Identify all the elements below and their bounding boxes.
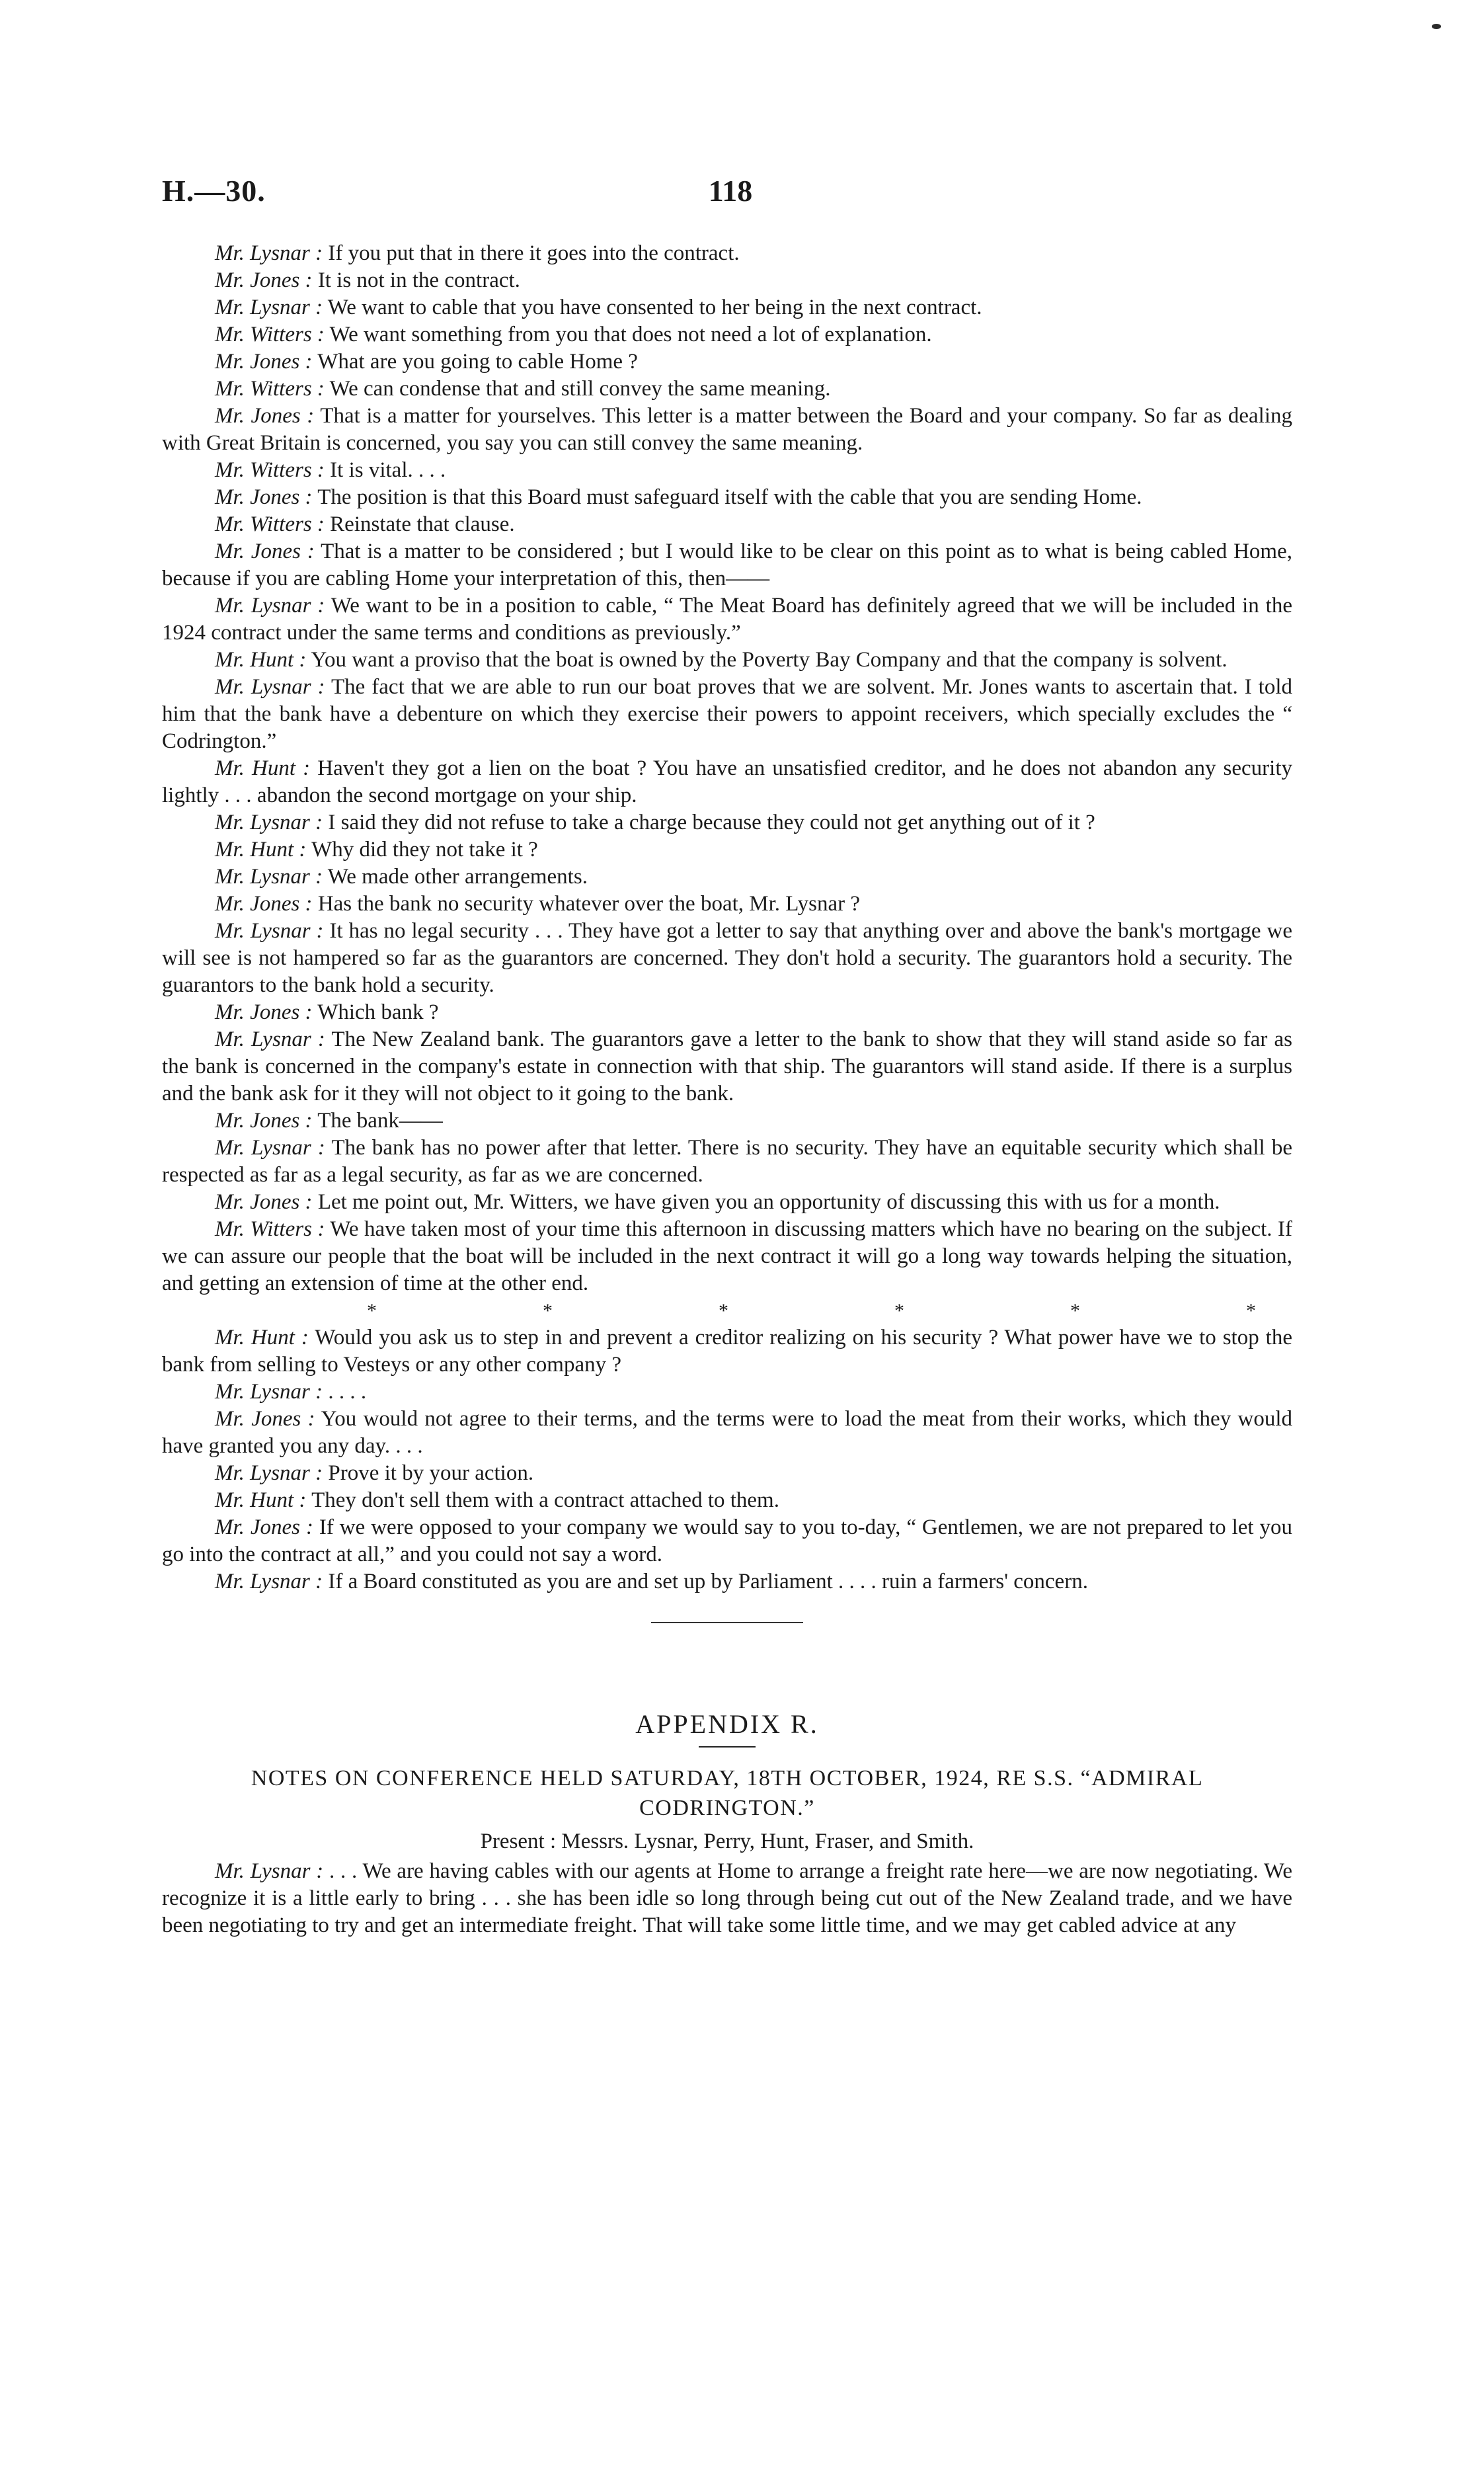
speaker-name: Mr. Witters : xyxy=(215,1217,325,1241)
present-label: Present : xyxy=(480,1829,557,1853)
appendix-title: APPENDIX R. xyxy=(635,1709,819,1739)
asterisk: * xyxy=(894,1300,904,1322)
speech-text: Let me point out, Mr. Witters, we have given you an opportunity of discussing this with us for a month. xyxy=(317,1190,1220,1214)
speech-text: The New Zealand bank. The guarantors gave a letter to the bank to show that they will stand aside so far as the bank is concerned in the company's estate in connection with that ship. The guarantors will stand aside. If there is a surplus and the bank ask for it they will not object to it going to the bank. xyxy=(162,1027,1293,1105)
transcript-paragraph xyxy=(162,836,1292,864)
speech-text: If a Board constituted as you are and set up by Parliament . . . . ruin a farmers' concern. xyxy=(328,1570,1088,1593)
transcript-paragraph xyxy=(162,1568,1292,1595)
speaker-name: Mr. Lysnar : xyxy=(215,1461,323,1485)
page-number: 118 xyxy=(708,174,753,208)
transcript-paragraph xyxy=(162,240,1292,267)
speaker-name: Mr. Witters : xyxy=(215,377,325,401)
present-names: Messrs. Lysnar, Perry, Hunt, Fraser, and Smith. xyxy=(561,1829,974,1853)
speaker-name: Mr. Lysnar : xyxy=(215,241,323,265)
transcript-paragraph xyxy=(162,1406,1292,1460)
speaker-name: Mr. Jones : xyxy=(215,540,315,563)
speech-text: If you put that in there it goes into the contract. xyxy=(328,241,740,265)
speech-text: The fact that we are able to run our boat proves that we are solvent. Mr. Jones wants to ascertain that. I told him that the bank have a debenture on which they exercise their powers to appoint receivers, which specially excludes the “ Codrington.” xyxy=(162,675,1293,753)
transcript-paragraph xyxy=(162,348,1292,376)
speaker-name: Mr. Hunt : xyxy=(215,756,311,780)
transcript-paragraph xyxy=(162,1189,1292,1216)
speaker-name: Mr. Jones : xyxy=(215,268,313,292)
speech-text: I said they did not refuse to take a charge because they could not get anything out of it ? xyxy=(328,811,1095,834)
speech-text: It is vital. . . . xyxy=(330,458,446,482)
speaker-name: Mr. Hunt : xyxy=(215,1488,307,1512)
speech-text: We want something from you that does not need a lot of explanation. xyxy=(329,323,932,346)
notes-heading-line: CODRINGTON.” xyxy=(639,1796,815,1820)
transcript-paragraph xyxy=(162,674,1292,755)
transcript-paragraph xyxy=(162,1107,1292,1135)
speaker-name: Mr. Jones : xyxy=(215,1109,313,1133)
speaker-name: Mr. Lysnar : xyxy=(215,296,323,319)
speech-text: Which bank ? xyxy=(317,1000,439,1024)
speaker-name: Mr. Lysnar : xyxy=(215,865,323,889)
speech-text: . . . We are having cables with our agents at Home to arrange a freight rate here—we are now negotiating. We recognize it is a little early to bring . . . she has been idle so long through being cut out of the New Zealand trade, and we have been negotiating to try and get an intermediate freight. That will take some little time, and we may get cabled advice at any xyxy=(162,1859,1292,1937)
speech-text: Haven't they got a lien on the boat ? You have an unsatisfied creditor, and he does not abandon any security lightly . . . abandon the second mortgage on your ship. xyxy=(162,756,1293,807)
speech-text: It has no legal security . . . They have got a letter to say that anything over and above the bank's mortgage we will see is not hampered so far as the guarantors are concerned. They don't hold a security. The guarantors hold a security. The guarantors to the bank hold a security. xyxy=(162,919,1292,997)
speech-text: You want a proviso that the boat is owned by the Poverty Bay Company and that the company is solvent. xyxy=(311,648,1228,672)
speaker-name: Mr. Lysnar : xyxy=(215,1570,323,1593)
speaker-name: Mr. Jones : xyxy=(215,485,313,509)
speech-text: Would you ask us to step in and prevent a creditor realizing on his security ? What power have we to stop the bank from selling to Vesteys or any other company ? xyxy=(162,1326,1293,1377)
speech-text: The bank—— xyxy=(317,1109,443,1133)
appendix-transcript xyxy=(162,1858,1292,1939)
speech-text: We want to cable that you have consented to her being in the next contract. xyxy=(327,296,982,319)
speaker-name: Mr. Lysnar : xyxy=(215,811,323,834)
speech-text: The bank has no power after that letter. There is no security. They have an equitable security which shall be respected as far as a legal security, as far as we are concerned. xyxy=(162,1136,1293,1187)
speaker-name: Mr. Jones : xyxy=(215,1000,313,1024)
speech-text: We can condense that and still convey the same meaning. xyxy=(329,377,831,401)
transcript-paragraph xyxy=(162,376,1292,403)
transcript-paragraph xyxy=(162,1379,1292,1406)
speaker-name: Mr. Lysnar : xyxy=(215,594,325,618)
transcript-paragraph xyxy=(162,918,1292,999)
speech-text: The position is that this Board must safeguard itself with the cable that you are sending Home. xyxy=(317,485,1142,509)
attendance-line xyxy=(162,1828,1292,1855)
transcript-paragraph xyxy=(162,267,1292,294)
speaker-name: Mr. Hunt : xyxy=(215,648,307,672)
transcript-paragraph xyxy=(162,538,1292,592)
speaker-name: Mr. Jones : xyxy=(215,1515,313,1539)
speaker-name: Mr. Lysnar : xyxy=(215,1380,323,1404)
transcript-paragraph xyxy=(162,1460,1292,1487)
transcript-paragraph xyxy=(162,1216,1292,1297)
speaker-name: Mr. Witters : xyxy=(215,458,325,482)
asterisk: * xyxy=(719,1300,728,1322)
section-break-asterisks xyxy=(162,1297,1292,1324)
asterisk: * xyxy=(367,1300,377,1322)
speaker-name: Mr. Jones : xyxy=(215,1407,315,1431)
page-header xyxy=(162,173,1299,213)
speaker-name: Mr. Jones : xyxy=(215,892,313,916)
document-reference: H.—30. xyxy=(162,174,266,208)
transcript-paragraph xyxy=(162,403,1292,457)
speech-text: That is a matter for yourselves. This letter is a matter between the Board and your company. So far as dealing with Great Britain is concerned, you say you can still convey the same meaning. xyxy=(162,404,1292,455)
transcript-paragraph xyxy=(162,1487,1292,1514)
transcript-paragraph xyxy=(162,592,1292,647)
transcript-paragraph xyxy=(162,864,1292,891)
asterisk: * xyxy=(1070,1300,1080,1322)
speech-text: It is not in the contract. xyxy=(317,268,520,292)
margin-mark xyxy=(1432,24,1441,29)
speaker-name: Mr. Lysnar : xyxy=(215,1136,325,1160)
transcript-paragraph xyxy=(162,1858,1292,1939)
speaker-name: Mr. Witters : xyxy=(215,512,325,536)
transcript-paragraph xyxy=(162,1324,1292,1379)
transcript-paragraph xyxy=(162,1026,1292,1107)
title-underline xyxy=(699,1746,756,1748)
speech-text: Reinstate that clause. xyxy=(330,512,515,536)
transcript-section-continued xyxy=(162,1324,1292,1595)
speech-text: Why did they not take it ? xyxy=(311,838,538,862)
speaker-name: Mr. Jones : xyxy=(215,350,313,374)
speech-text: We made other arrangements. xyxy=(327,865,588,889)
page-body xyxy=(162,240,1292,1939)
speaker-name: Mr. Witters : xyxy=(215,323,325,346)
asterisk: * xyxy=(543,1300,553,1322)
speaker-name: Mr. Lysnar : xyxy=(215,1859,324,1883)
transcript-paragraph xyxy=(162,1514,1292,1568)
transcript-paragraph xyxy=(162,755,1292,809)
speech-text: . . . . xyxy=(328,1380,367,1404)
speech-text: If we were opposed to your company we would say to you to-day, “ Gentlemen, we are not prepared to let you go into the contract at all,” and you could not say a word. xyxy=(162,1515,1293,1566)
speech-text: That is a matter to be considered ; but I would like to be clear on this point as to what is being cabled Home, because if you are cabling Home your interpretation of this, then—— xyxy=(162,540,1292,590)
transcript-paragraph xyxy=(162,809,1292,836)
transcript-paragraph xyxy=(162,484,1292,511)
speech-text: They don't sell them with a contract attached to them. xyxy=(311,1488,779,1512)
transcript-paragraph xyxy=(162,999,1292,1026)
speech-text: We want to be in a position to cable, “ The Meat Board has definitely agreed that we will be included in the 1924 contract under the same terms and conditions as previously.” xyxy=(162,594,1293,645)
transcript-paragraph xyxy=(162,321,1292,348)
notes-heading-line: NOTES ON CONFERENCE HELD SATURDAY, 18TH OCTOBER, 1924, RE S.S. “ADMIRAL xyxy=(251,1766,1204,1790)
transcript-paragraph xyxy=(162,1135,1292,1189)
transcript-section xyxy=(162,240,1292,1297)
speaker-name: Mr. Jones : xyxy=(215,404,315,428)
speaker-name: Mr. Lysnar : xyxy=(215,1027,325,1051)
speaker-name: Mr. Jones : xyxy=(215,1190,313,1214)
transcript-paragraph xyxy=(162,457,1292,484)
speech-text: Has the bank no security whatever over the boat, Mr. Lysnar ? xyxy=(317,892,860,916)
transcript-paragraph xyxy=(162,511,1292,538)
speaker-name: Mr. Lysnar : xyxy=(215,675,325,699)
speech-text: We have taken most of your time this afternoon in discussing matters which have no bearing on the subject. If we can assure our people that the boat will be included in the next contract it will go a long way towards helping the situation, and getting an extension of time at the other end. xyxy=(162,1217,1293,1295)
notes-heading xyxy=(162,1763,1292,1823)
asterisk: * xyxy=(1246,1300,1256,1322)
speaker-name: Mr. Hunt : xyxy=(215,838,307,862)
speaker-name: Mr. Hunt : xyxy=(215,1326,309,1349)
transcript-paragraph xyxy=(162,294,1292,321)
transcript-paragraph xyxy=(162,647,1292,674)
speech-text: You would not agree to their terms, and the terms were to load the meat from their works, which they would have granted you any day. . . . xyxy=(162,1407,1293,1458)
speech-text: What are you going to cable Home ? xyxy=(317,350,638,374)
section-divider xyxy=(651,1622,803,1623)
transcript-paragraph xyxy=(162,891,1292,918)
speaker-name: Mr. Lysnar : xyxy=(215,919,324,943)
speech-text: Prove it by your action. xyxy=(328,1461,534,1485)
